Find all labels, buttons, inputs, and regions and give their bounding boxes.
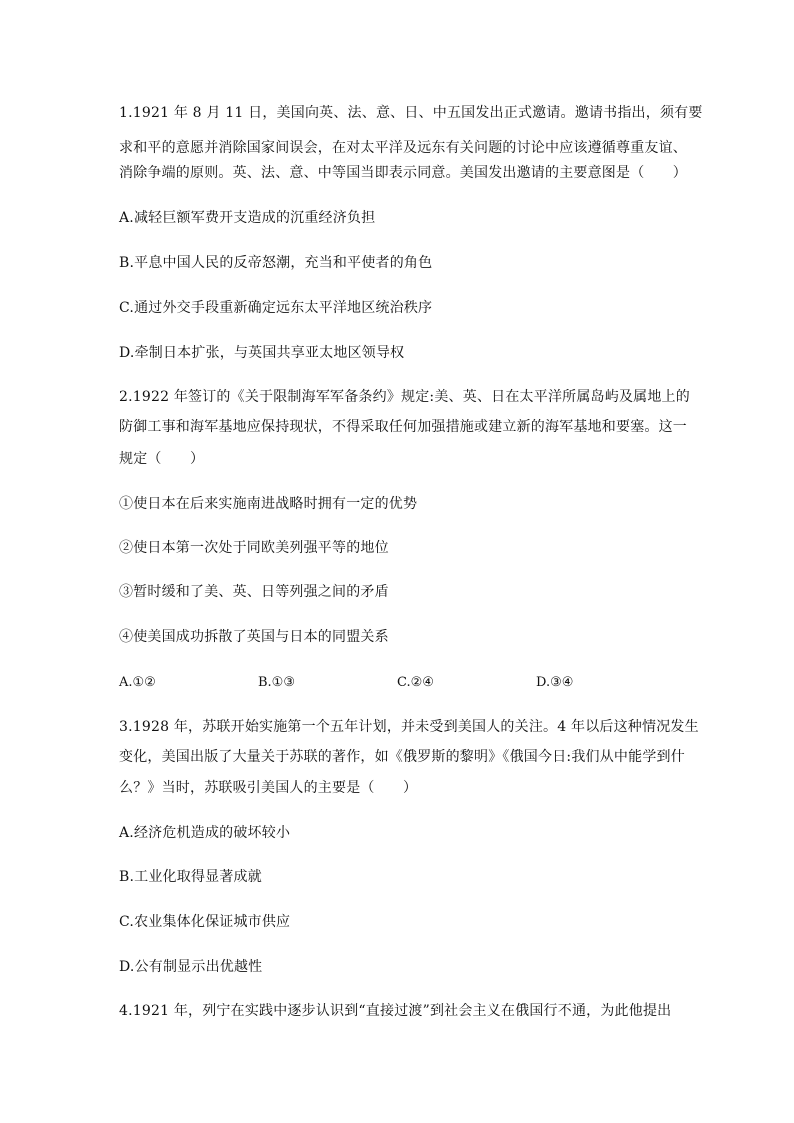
question-4-line-1: 4.1921 年，列宁在实践中逐步认识到“直接过渡”到社会主义在俄国行不通，为此他提出 xyxy=(119,1003,672,1019)
question-3-option-b: B.工业化取得显著成就 xyxy=(119,869,262,885)
question-2-option-a: A.①② xyxy=(119,675,156,690)
question-3-line-2: 变化，美国出版了大量关于苏联的著作，如《俄罗斯的黎明》《俄国今日:我们从中能学到什 xyxy=(119,749,685,765)
question-1-option-d: D.牵制日本扩张，与英国共享亚太地区领导权 xyxy=(119,345,405,361)
question-2-line-3: 规定（ ） xyxy=(119,451,205,467)
question-2-statement-1: ①使日本在后来实施南进战略时拥有一定的优势 xyxy=(119,496,418,512)
question-2-option-d: D.③④ xyxy=(536,675,574,690)
question-3-option-c: C.农业集体化保证城市供应 xyxy=(119,914,291,930)
question-3-option-d: D.公有制显示出优越性 xyxy=(119,959,263,975)
question-2-option-c: C.②④ xyxy=(397,675,434,690)
question-2-statement-3: ③暂时缓和了美、英、日等列强之间的矛盾 xyxy=(119,584,389,600)
question-3-option-a: A.经济危机造成的破坏较小 xyxy=(119,825,291,841)
question-1-line-3: 消除争端的原则。英、法、意、中等国当即表示同意。美国发出邀请的主要意图是（ ） xyxy=(119,165,687,181)
question-2-line-1: 2.1922 年签订的《关于限制海军军备条约》规定:美、英、日在太平洋所属岛屿及属地上的 xyxy=(119,389,690,405)
question-1-option-a: A.减轻巨额军费开支造成的沉重经济负担 xyxy=(119,210,376,226)
question-1-option-c: C.通过外交手段重新确定远东太平洋地区统治秩序 xyxy=(119,300,433,316)
question-3-line-3: 么？》当时，苏联吸引美国人的主要是（ ） xyxy=(119,780,418,796)
question-3-line-1: 3.1928 年，苏联开始实施第一个五年计划，并未受到美国人的关注。4 年以后这种情况发生 xyxy=(119,719,699,735)
question-2-line-2: 防御工事和海军基地应保持现状，不得采取任何加强措施或建立新的海军基地和要塞。这一 xyxy=(119,419,687,435)
question-2-options-row xyxy=(119,673,719,693)
question-1-line-2: 求和平的意愿并消除国家间误会，在对太平洋及远东有关问题的讨论中应该遵循尊重友谊、 xyxy=(119,140,687,156)
question-1-line-1: 1.1921 年 8 月 11 日，美国向英、法、意、日、中五国发出正式邀请。邀请书指出，须有要 xyxy=(119,105,703,121)
question-2-statement-4: ④使美国成功拆散了英国与日本的同盟关系 xyxy=(119,629,389,645)
question-2-option-b: B.①③ xyxy=(258,675,295,690)
question-2-statement-2: ②使日本第一次处于同欧美列强平等的地位 xyxy=(119,540,389,556)
question-1-option-b: B.平息中国人民的反帝怒潮，充当和平使者的角色 xyxy=(119,255,433,271)
